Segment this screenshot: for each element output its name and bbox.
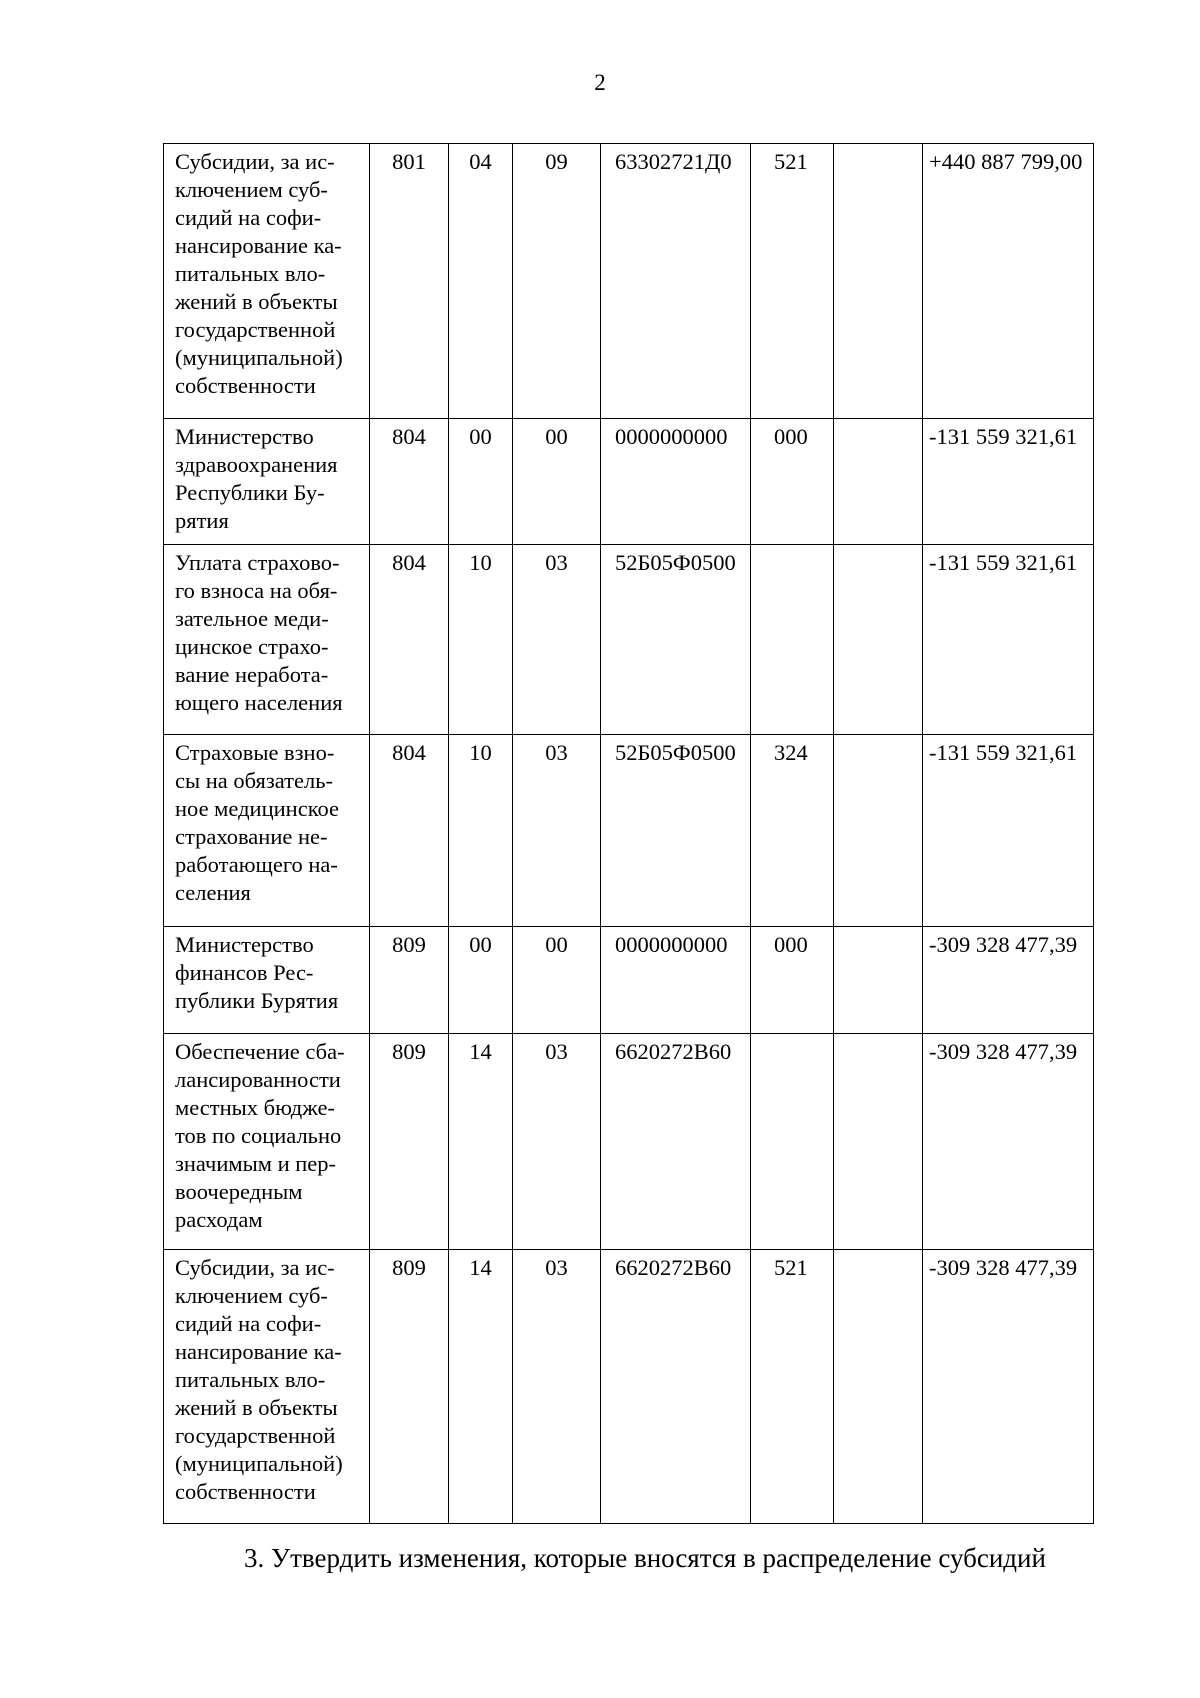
row-name-line: ющего населения <box>175 690 343 715</box>
row-name-line: нансирование ка- <box>175 233 342 258</box>
row-name-cell <box>164 735 370 927</box>
expense-type-cell <box>751 545 834 735</box>
row-name-line: государственной <box>175 1423 336 1448</box>
section-cell: 14 <box>449 1034 513 1250</box>
row-name-line: воочередным <box>175 1179 303 1204</box>
row-name-line: (муниципальной) <box>175 1451 343 1476</box>
row-name-line: вание неработа- <box>175 662 329 687</box>
section-cell: 00 <box>449 419 513 545</box>
amount-cell: -309 328 477,39 <box>923 927 1094 1034</box>
row-name-line: ное медицинское <box>175 796 340 821</box>
row-name-line: жений в объекты <box>175 289 338 314</box>
subsection-cell: 03 <box>513 545 601 735</box>
row-name-line: государственной <box>175 317 336 342</box>
subsection-cell: 00 <box>513 419 601 545</box>
empty-cell <box>834 927 923 1034</box>
grbs-cell: 809 <box>370 927 449 1034</box>
expense-type-cell: 521 <box>751 1250 834 1524</box>
expense-type-cell <box>751 1034 834 1250</box>
row-name-line: Обеспечение сба- <box>175 1039 345 1064</box>
row-name-line: ключением суб- <box>175 177 328 202</box>
section-cell: 00 <box>449 927 513 1034</box>
row-name-line: здравоохранения <box>175 452 338 477</box>
row-name-line: питальных вло- <box>175 261 326 286</box>
empty-cell <box>834 545 923 735</box>
page-number: 2 <box>594 70 606 95</box>
expense-type-cell: 521 <box>751 144 834 419</box>
grbs-cell: 804 <box>370 419 449 545</box>
row-name-line: Министерство <box>175 424 314 449</box>
row-name-line: собственности <box>175 1479 316 1504</box>
row-name-line: Страховые взно- <box>175 740 335 765</box>
subsection-cell: 09 <box>513 144 601 419</box>
target-article-cell: 6620272В60 <box>601 1250 751 1524</box>
row-name-line: страхование не- <box>175 824 328 849</box>
subsection-cell: 00 <box>513 927 601 1034</box>
amount-cell: -309 328 477,39 <box>923 1250 1094 1524</box>
row-name-line: жений в объекты <box>175 1395 338 1420</box>
table-row <box>164 1034 1094 1250</box>
expense-type-cell: 000 <box>751 927 834 1034</box>
empty-cell <box>834 735 923 927</box>
expense-type-cell: 324 <box>751 735 834 927</box>
row-name-line: го взноса на обя- <box>175 578 338 603</box>
section-cell: 04 <box>449 144 513 419</box>
row-name-cell <box>164 1034 370 1250</box>
grbs-cell: 809 <box>370 1250 449 1524</box>
row-name-line: нансирование ка- <box>175 1339 342 1364</box>
row-name-line: Республики Бу- <box>175 480 325 505</box>
grbs-cell: 804 <box>370 735 449 927</box>
target-article-cell: 52Б05Ф0500 <box>601 735 751 927</box>
subsection-cell: 03 <box>513 735 601 927</box>
row-name-cell <box>164 419 370 545</box>
row-name-cell <box>164 927 370 1034</box>
target-article-cell: 0000000000 <box>601 419 751 545</box>
row-name-line: значимым и пер- <box>175 1151 337 1176</box>
row-name-line: расходам <box>175 1207 263 1232</box>
row-name-line: цинское страхо- <box>175 634 329 659</box>
row-name-line: рятия <box>175 508 229 533</box>
row-name-line: сидий на софи- <box>175 205 322 230</box>
budget-changes-table <box>163 143 1094 1524</box>
empty-cell <box>834 144 923 419</box>
row-name-line: питальных вло- <box>175 1367 326 1392</box>
target-article-cell: 63302721Д0 <box>601 144 751 419</box>
target-article-cell: 52Б05Ф0500 <box>601 545 751 735</box>
row-name-line: работающего на- <box>175 852 338 877</box>
amount-cell: -309 328 477,39 <box>923 1034 1094 1250</box>
row-name-line: местных бюдже- <box>175 1095 335 1120</box>
amount-cell: -131 559 321,61 <box>923 735 1094 927</box>
grbs-cell: 809 <box>370 1034 449 1250</box>
table-row <box>164 927 1094 1034</box>
row-name-line: тов по социально <box>175 1123 342 1148</box>
row-name-line: Субсидии, за ис- <box>175 1255 335 1280</box>
row-name-line: финансов Рес- <box>175 960 314 985</box>
row-name-line: Министерство <box>175 932 314 957</box>
target-article-cell: 0000000000 <box>601 927 751 1034</box>
grbs-cell: 801 <box>370 144 449 419</box>
target-article-cell: 6620272В60 <box>601 1034 751 1250</box>
section-cell: 10 <box>449 545 513 735</box>
empty-cell <box>834 419 923 545</box>
section-cell: 14 <box>449 1250 513 1524</box>
subsection-cell: 03 <box>513 1250 601 1524</box>
subsection-cell: 03 <box>513 1034 601 1250</box>
amount-cell: -131 559 321,61 <box>923 419 1094 545</box>
empty-cell <box>834 1034 923 1250</box>
table-row <box>164 1250 1094 1524</box>
table-row <box>164 545 1094 735</box>
amount-cell: +440 887 799,00 <box>923 144 1094 419</box>
row-name-cell <box>164 144 370 419</box>
grbs-cell: 804 <box>370 545 449 735</box>
table-row <box>164 144 1094 419</box>
row-name-line: селения <box>175 880 251 905</box>
row-name-line: лансированности <box>175 1067 341 1092</box>
row-name-line: собственности <box>175 373 316 398</box>
row-name-line: Уплата страхово- <box>175 550 340 575</box>
row-name-line: публики Бурятия <box>175 988 339 1013</box>
row-name-line: сидий на софи- <box>175 1311 322 1336</box>
empty-cell <box>834 1250 923 1524</box>
table-row <box>164 419 1094 545</box>
row-name-line: зательное меди- <box>175 606 329 631</box>
row-name-cell <box>164 1250 370 1524</box>
expense-type-cell: 000 <box>751 419 834 545</box>
row-name-line: сы на обязатель- <box>175 768 333 793</box>
row-name-line: (муниципальной) <box>175 345 343 370</box>
row-name-cell <box>164 545 370 735</box>
row-name-line: Субсидии, за ис- <box>175 149 335 174</box>
closing-paragraph: 3. Утвердить изменения, которые вносятся в распределение субсидий <box>244 1543 1046 1573</box>
row-name-line: ключением суб- <box>175 1283 328 1308</box>
amount-cell: -131 559 321,61 <box>923 545 1094 735</box>
table-row <box>164 735 1094 927</box>
section-cell: 10 <box>449 735 513 927</box>
